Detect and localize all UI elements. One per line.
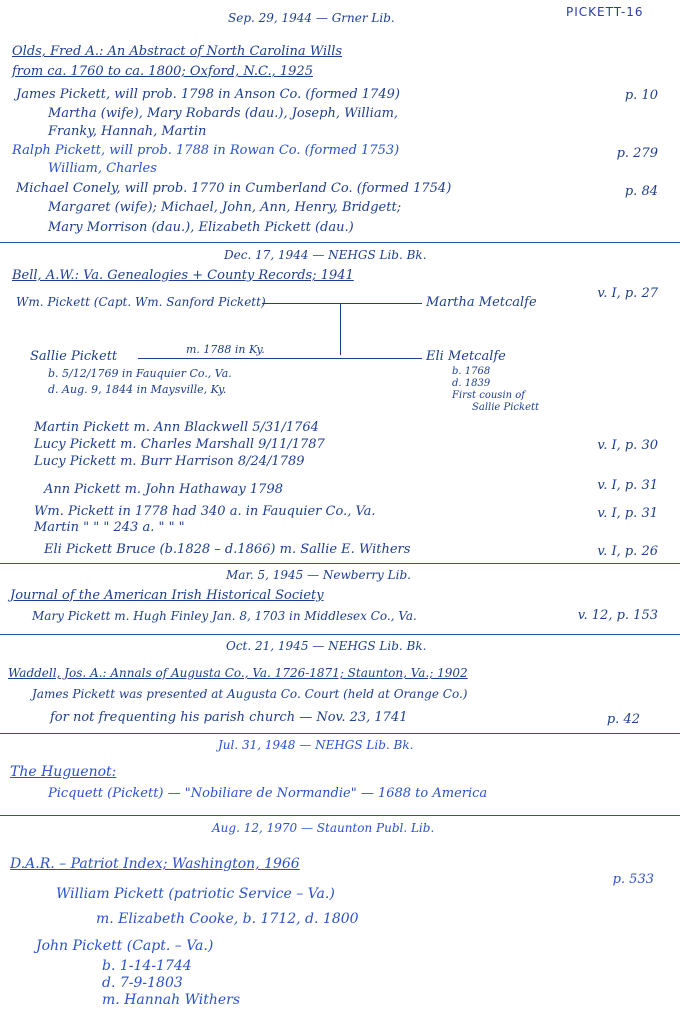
section-divider-5 — [0, 815, 680, 816]
entry-james-pickett-heirs-2: Franky, Hannah, Martin — [48, 124, 207, 139]
pedigree-descent-line — [340, 303, 341, 355]
page-id: PICKETT-16 — [566, 5, 644, 19]
eli-note-1: First cousin of — [452, 390, 525, 401]
marriage-ann-pickett: Ann Pickett m. John Hathaway 1798 — [44, 482, 283, 497]
entry-james-pickett-heirs-1: Martha (wife), Mary Robards (dau.), Joseph, William, — [48, 106, 399, 121]
dar-john-pickett: John Pickett (Capt. – Va.) — [36, 938, 214, 954]
section-1-header: Sep. 29, 1944 — Grner Lib. — [228, 11, 395, 25]
land-wm-pickett: Wm. Pickett in 1778 had 340 a. in Fauquier Co., Va. — [34, 504, 376, 519]
section-2-page-2: v. I, p. 30 — [597, 438, 658, 453]
section-5-source: The Huguenot: — [10, 764, 117, 780]
pedigree-sallie-pickett: Sallie Pickett — [30, 349, 118, 364]
marriage-lucy-pickett-1: Lucy Pickett m. Charles Marshall 9/11/1787 — [34, 437, 325, 452]
eli-death: d. 1839 — [452, 378, 491, 389]
pedigree-marriage-date: m. 1788 in Ky. — [186, 343, 265, 356]
dar-john-birth: b. 1-14-1744 — [102, 958, 192, 974]
section-3-entry: Mary Pickett m. Hugh Finley Jan. 8, 1703 in Middlesex Co., Va. — [32, 609, 417, 623]
land-martin-pickett: Martin " " " 243 a. " " " — [34, 520, 185, 535]
entry-michael-conely-page: p. 84 — [624, 184, 658, 199]
section-divider-2 — [0, 563, 680, 564]
section-4-line-2: for not frequenting his parish church — Nov. 23, 1741 — [50, 710, 408, 725]
section-6-source: D.A.R. – Patriot Index; Washington, 1966 — [10, 856, 300, 872]
section-divider-3 — [0, 634, 680, 635]
sallie-birth: b. 5/12/1769 in Fauquier Co., Va. — [48, 367, 232, 380]
section-2-page-4: v. I, p. 31 — [597, 506, 658, 521]
section-5-entry: Picquett (Pickett) — "Nobiliare de Normandie" — 1688 to America — [48, 786, 488, 801]
pedigree-wm-pickett: Wm. Pickett (Capt. Wm. Sanford Pickett) — [16, 295, 266, 309]
section-2-header: Dec. 17, 1944 — NEHGS Lib. Bk. — [224, 248, 427, 262]
entry-ralph-pickett-page: p. 279 — [616, 146, 658, 161]
dar-william-pickett: William Pickett (patriotic Service – Va.) — [56, 886, 335, 902]
section-2-page-3: v. I, p. 31 — [597, 478, 658, 493]
eli-pickett-bruce: Eli Pickett Bruce (b.1828 – d.1866) m. Sallie E. Withers — [44, 542, 411, 557]
dar-john-death: d. 7-9-1803 — [102, 975, 183, 991]
dar-john-marriage: m. Hannah Withers — [102, 992, 241, 1008]
section-5-header: Jul. 31, 1948 — NEHGS Lib. Bk. — [218, 738, 414, 752]
sallie-death: d. Aug. 9, 1844 in Maysville, Ky. — [48, 383, 227, 396]
eli-note-2: Sallie Pickett — [472, 402, 540, 413]
section-4-header: Oct. 21, 1945 — NEHGS Lib. Bk. — [226, 639, 427, 653]
entry-michael-conely-heirs-1: Margaret (wife); Michael, John, Ann, Henry, Bridgett; — [48, 200, 402, 215]
section-1-source-line1: Olds, Fred A.: An Abstract of North Carolina Wills — [12, 44, 343, 59]
section-4-source: Waddell, Jos. A.: Annals of Augusta Co., Va. 1726-1871; Staunton, Va.; 1902 — [8, 666, 468, 680]
section-2-source: Bell, A.W.: Va. Genealogies + County Records; 1941 — [12, 268, 354, 283]
marriage-martin-pickett: Martin Pickett m. Ann Blackwell 5/31/1764 — [34, 420, 319, 435]
section-6-page: p. 533 — [612, 872, 654, 887]
section-3-header: Mar. 5, 1945 — Newberry Lib. — [226, 568, 411, 582]
entry-ralph-pickett: Ralph Pickett, will prob. 1788 in Rowan Co. (formed 1753) — [12, 143, 400, 158]
section-4-line-1: James Pickett was presented at Augusta Co. Court (held at Orange Co.) — [32, 687, 468, 701]
pedigree-eli-metcalfe: Eli Metcalfe — [426, 349, 506, 364]
eli-birth: b. 1768 — [452, 366, 491, 377]
entry-michael-conely: Michael Conely, will prob. 1770 in Cumberland Co. (formed 1754) — [16, 181, 452, 196]
section-divider-4 — [0, 733, 680, 734]
pedigree-marriage-line-2 — [138, 358, 422, 359]
entry-james-pickett-page: p. 10 — [624, 88, 658, 103]
section-4-page: p. 42 — [606, 712, 640, 727]
section-6-header: Aug. 12, 1970 — Staunton Publ. Lib. — [212, 821, 435, 835]
entry-michael-conely-heirs-2: Mary Morrison (dau.), Elizabeth Pickett (dau.) — [48, 220, 354, 235]
section-3-page: v. 12, p. 153 — [577, 608, 658, 623]
section-2-page-1: v. I, p. 27 — [597, 286, 658, 301]
entry-ralph-pickett-heirs: William, Charles — [48, 161, 157, 176]
section-3-source: Journal of the American Irish Historical Society — [10, 588, 324, 603]
marriage-lucy-pickett-2: Lucy Pickett m. Burr Harrison 8/24/1789 — [34, 454, 305, 469]
pedigree-martha-metcalfe: Martha Metcalfe — [426, 295, 537, 310]
pedigree-marriage-line-1 — [262, 303, 422, 304]
section-1-source-line2: from ca. 1760 to ca. 1800; Oxford, N.C., 1925 — [12, 64, 313, 79]
entry-james-pickett: James Pickett, will prob. 1798 in Anson Co. (formed 1749) — [16, 87, 400, 102]
section-2-page-5: v. I, p. 26 — [597, 544, 658, 559]
dar-william-marriage: m. Elizabeth Cooke, b. 1712, d. 1800 — [96, 911, 359, 927]
section-divider-1 — [0, 242, 680, 243]
